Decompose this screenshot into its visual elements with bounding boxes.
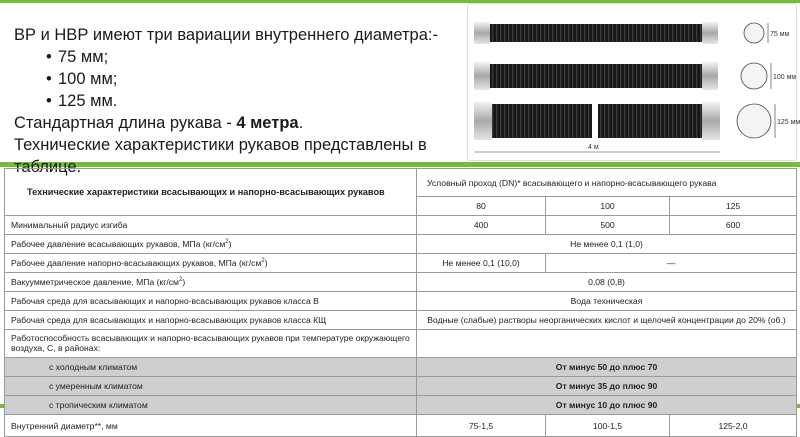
table-title: Технические характеристики всасывающих и напорно-всасывающих рукавов — [5, 169, 417, 216]
length-dim-label: 4 м — [588, 144, 599, 151]
climate-label: с тропическим климатом — [5, 396, 417, 415]
row-label: Рабочая среда для всасывающих и напорно-всасывающих рукавов класса В — [5, 292, 417, 311]
table-row — [5, 273, 797, 292]
table-row — [5, 254, 797, 273]
dim-label-125: 125 мм — [777, 119, 800, 126]
hose-125-image — [474, 102, 771, 140]
climate-value: От минус 10 до плюс 90 — [417, 396, 797, 415]
table-row — [5, 377, 797, 396]
row-value: 100-1,5 — [546, 415, 670, 437]
row-label: Работоспособность всасывающих и напорно-всасывающих рукавов при температуре окружающего воздуха, С, в районах: — [5, 330, 417, 358]
diameter-list — [14, 46, 464, 112]
intro-text — [14, 24, 464, 178]
row-value: 400 — [417, 216, 546, 235]
row-label: Рабочая среда для всасывающих и напорно-всасывающих рукавов класса КЩ — [5, 311, 417, 330]
row-value: Не менее 0,1 (1,0) — [417, 235, 797, 254]
climate-value: От минус 35 до плюс 90 — [417, 377, 797, 396]
hose-illustration — [468, 4, 800, 160]
dn-value: 125 — [670, 197, 797, 216]
climate-value: От минус 50 до плюс 70 — [417, 358, 797, 377]
diameter-item: • 125 мм. — [14, 90, 464, 112]
table-row — [5, 235, 797, 254]
row-label: Рабочее давление напорно-всасывающих рукавов, МПа $(кг/см^2)$ — [5, 254, 417, 273]
spec-table — [4, 168, 797, 437]
row-value: Водные (слабые) растворы неорганических кислот и щелочей концентрации до 20% (об.) — [417, 311, 797, 330]
standard-length-line: Стандартная длина рукава - 4 метра. — [14, 114, 304, 132]
row-label: Рабочее давление всасывающих рукавов, МПа $(кг/см^2)$ — [5, 235, 417, 254]
dn-value: 80 — [417, 197, 546, 216]
table-row — [5, 216, 797, 235]
row-value: 125-2,0 — [670, 415, 797, 437]
row-value-empty — [417, 330, 797, 358]
table-row — [5, 415, 797, 437]
row-label: Минимальный радиус изгиба — [5, 216, 417, 235]
table-note: Технические характеристики рукавов представлены в таблице. — [14, 136, 427, 176]
dn-value: 100 — [546, 197, 670, 216]
climate-label: с умеренным климатом — [5, 377, 417, 396]
intro-line: ВР и НВР имеют три вариации внутреннего диаметра:- — [14, 26, 438, 44]
table-header-row — [5, 169, 797, 197]
dn-header: Условный проход (DN)* всасывающего и напорно-всасывающего рукава — [417, 169, 797, 197]
table-row — [5, 311, 797, 330]
row-value: 500 — [546, 216, 670, 235]
dim-label-100: 100 мм — [773, 74, 797, 81]
table-row — [5, 330, 797, 358]
row-label: Внутренний диаметр**, мм — [5, 415, 417, 437]
row-value-dash: — — [546, 254, 797, 273]
table-row — [5, 396, 797, 415]
standard-length-value: 4 метра — [236, 114, 299, 132]
row-label: Вакуумметрическое давление, МПа $(кг/см^2)$ — [5, 273, 417, 292]
climate-label: с холодным климатом — [5, 358, 417, 377]
hose-75-image — [474, 22, 764, 44]
table-row — [5, 358, 797, 377]
row-value: Не менее 0,1 (10,0) — [417, 254, 546, 273]
diameter-item: • 75 мм; — [14, 46, 464, 68]
row-value: 600 — [670, 216, 797, 235]
hose-100-image — [474, 62, 767, 90]
table-row — [5, 292, 797, 311]
diameter-item: • 100 мм; — [14, 68, 464, 90]
dim-label-75: 75 мм — [770, 31, 790, 38]
row-value: Вода техническая — [417, 292, 797, 311]
row-value: 0,08 (0,8) — [417, 273, 797, 292]
top-accent-band — [0, 0, 800, 3]
row-value: 75-1,5 — [417, 415, 546, 437]
